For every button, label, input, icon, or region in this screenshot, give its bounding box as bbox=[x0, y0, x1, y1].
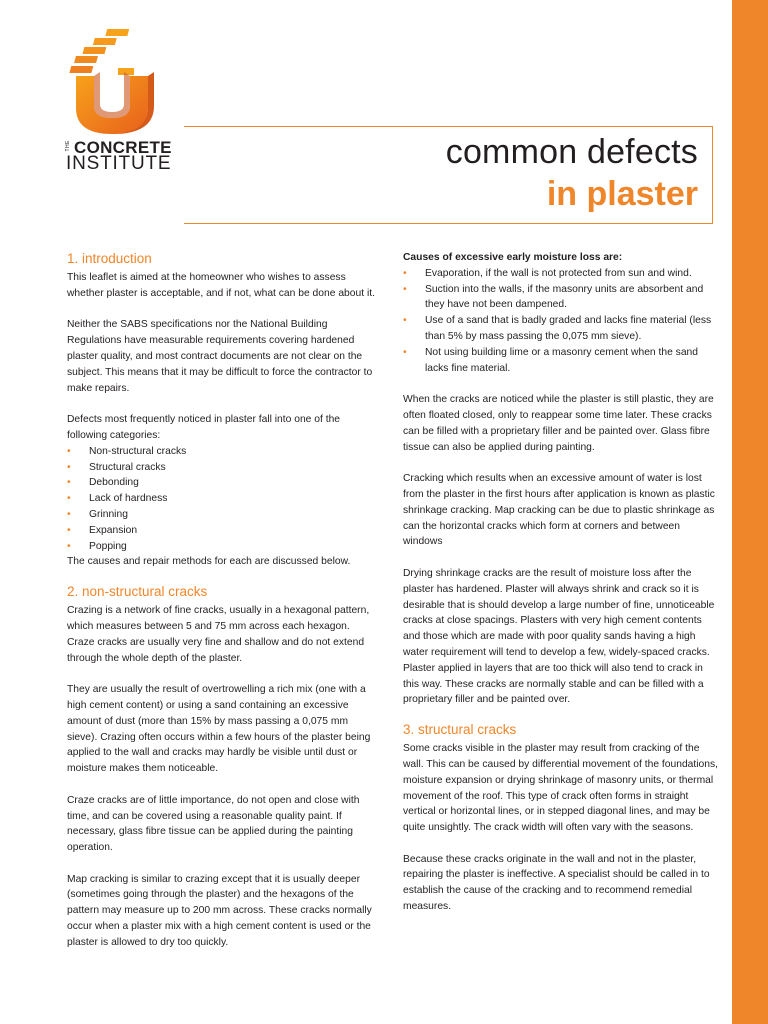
left-column bbox=[67, 250, 379, 951]
moisture-paragraph-1: When the cracks are noticed while the plaster is still plastic, they are often floated closed, only to reappear some time later. These cracks can be filled with a proprietary filler and be painted over. Glass fibre tissue can also be applied during painting. bbox=[403, 394, 714, 453]
list-item: • Use of a sand that is badly graded and lacks fine material (less than 5% by mass passing the 0,075 mm sieve). bbox=[403, 313, 719, 345]
list-item: • Popping bbox=[67, 539, 379, 555]
structural-paragraph-2: Because these cracks originate in the wall and not in the plaster, repairing the plaster is ineffective. A specialist should be called in to establish the cause of the cracking and to recommend remedial measures. bbox=[403, 853, 710, 913]
title-frame bbox=[184, 126, 713, 224]
moisture-paragraph-3: Drying shrinkage cracks are the result of moisture loss after the plaster has hardened. Plaster will always shrink and crack so it is desirable that is should develop a large number of fine, unnoticeable cracks at close spacings. Plasters with very high cement contents and those which are made with poor quality sands having a high water requirement will tend to develop a few, widely-spaced cracks. Plaster applied in layers that are too thick will also tend to crack in this way. These cracks are normally stable and can be filled with a proprietary filler and be painted over. bbox=[403, 567, 715, 706]
title-line-1: common defects bbox=[445, 133, 698, 171]
defect-category-list bbox=[67, 444, 379, 555]
logo-concrete-text: CONCRETE bbox=[74, 138, 172, 157]
list-item: • Structural cracks bbox=[67, 460, 379, 476]
intro-paragraph-2: Neither the SABS specifications nor the National Building Regulations have measurable requirements covering hardened plaster quality, and most contract documents are not clear on the subject. This means that it may be difficult to force the contractor to make repairs. bbox=[67, 319, 373, 394]
list-item: • Non-structural cracks bbox=[67, 444, 379, 460]
side-accent-bar bbox=[732, 0, 768, 1024]
moisture-cause-list bbox=[403, 266, 719, 377]
nonstructural-heading: 2. non-structural cracks bbox=[67, 584, 208, 600]
structural-heading: 3. structural cracks bbox=[403, 722, 517, 738]
list-item: • Evaporation, if the wall is not protected from sun and wind. bbox=[403, 266, 719, 282]
moisture-heading: Causes of excessive early moisture loss are: bbox=[403, 252, 623, 263]
intro-paragraph-4: The causes and repair methods for each are discussed below. bbox=[67, 556, 351, 568]
intro-heading: 1. introduction bbox=[67, 251, 152, 266]
moisture-paragraph-2: Cracking which results when an excessive amount of water is lost from the plaster in the first hours after application is known as plastic shrinkage cracking. Map cracking can be due to plastic shrinkage as can the horizontal cracks which form at corners and between windows bbox=[403, 473, 715, 548]
nonstructural-paragraph-4: Map cracking is similar to crazing except that it is usually deeper (sometimes going through the plaster) and the hexagons of the pattern may measure up to 200 mm across. These cracks normally occur when a plaster mix with a high cement content is used or the plaster is allowed to dry too quickly. bbox=[67, 873, 372, 948]
logo-the-text: THE bbox=[65, 140, 71, 152]
intro-paragraph-3: Defects most frequently noticed in plaster fall into one of the following categories: bbox=[67, 414, 341, 441]
intro-paragraph-1: This leaflet is aimed at the homeowner who wishes to assess whether plaster is acceptable, and if not, what can be done about it. bbox=[67, 272, 375, 299]
list-item: • Not using building lime or a masonry cement when the sand lacks fine material. bbox=[403, 345, 719, 377]
nonstructural-paragraph-3: Craze cracks are of little importance, do not open and close with time, and can be covered using a reasonable quality paint. If necessary, glass fibre tissue can be applied during the painting operation. bbox=[67, 794, 360, 854]
list-item: • Suction into the walls, if the masonry units are absorbent and they have not been dampened. bbox=[403, 282, 719, 314]
logo-institute-text: INSTITUTE bbox=[66, 153, 172, 174]
nonstructural-paragraph-2: They are usually the result of overtrowelling a rich mix (one with a high cement content) or using a sand containing an excessive amount of dust (more than 15% by mass passing a 0,075 mm sieve). Crazing often occurs within a few hours of the plaster being applied to the wall and cracks may hardly be visible until dust or moisture makes them noticeable. bbox=[67, 684, 371, 775]
list-item: • Lack of hardness bbox=[67, 491, 379, 507]
list-item: • Debonding bbox=[67, 475, 379, 491]
structural-paragraph-1: Some cracks visible in the plaster may result from cracking of the wall. This can be caused by differential movement of the foundations, moisture expansion or drying shrinkage of masonry units, or thermal movement of the roof. This type of crack often forms in straight vertical or horizontal lines, or in stepped diagonal lines, and may be quite unsightly. The crack width will often vary with the seasons. bbox=[403, 743, 719, 834]
right-column bbox=[403, 250, 719, 915]
list-item: • Expansion bbox=[67, 523, 379, 539]
title-line-2: in plaster bbox=[546, 175, 698, 213]
list-item: • Grinning bbox=[67, 507, 379, 523]
nonstructural-paragraph-1: Crazing is a network of fine cracks, usually in a hexagonal pattern, which measures between 5 and 75 mm across each hexagon. Craze cracks are usually very fine and shallow and do not extend through the whole depth of the plaster. bbox=[67, 605, 370, 664]
